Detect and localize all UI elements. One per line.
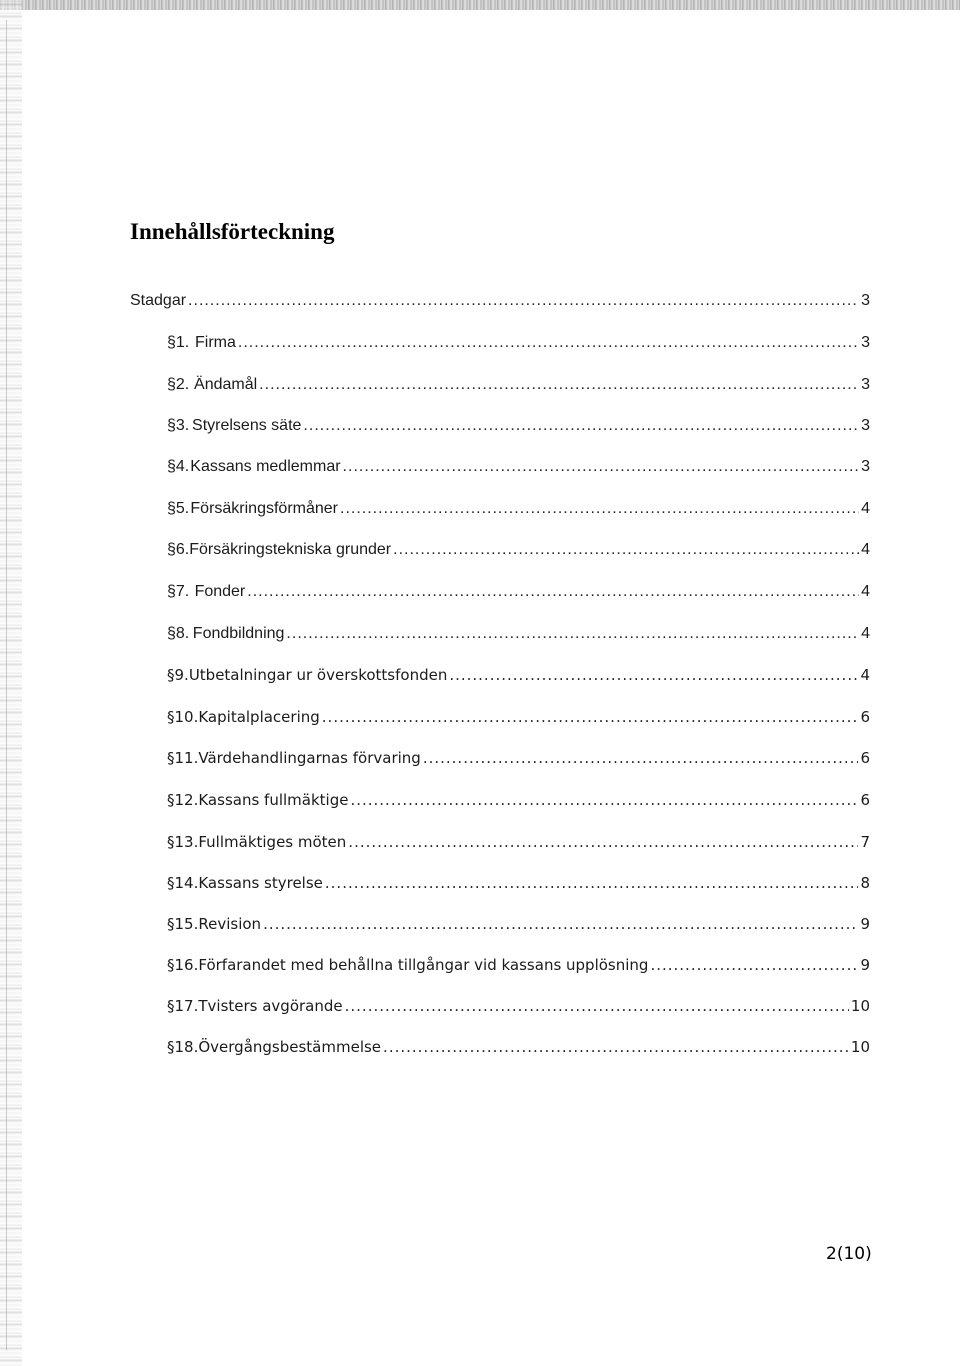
toc-entry-page: 3 <box>861 292 870 309</box>
toc-entry-page: 9 <box>860 956 870 974</box>
toc-entry-page: 4 <box>861 583 870 600</box>
toc-leader-dots <box>325 874 859 892</box>
toc-entry-label: Övergångsbestämmelse <box>198 1038 382 1056</box>
toc-entry-number: §2. <box>167 376 190 393</box>
toc-entry-page: 9 <box>860 915 870 933</box>
toc-entry-label: Stadgar <box>130 292 187 309</box>
toc-entry-label: Fullmäktiges möten <box>198 833 347 851</box>
toc-entry-page: 3 <box>861 417 870 434</box>
toc-entry-stadgar[interactable] <box>130 292 870 318</box>
toc-leader-dots <box>423 749 859 767</box>
toc-entry[interactable] <box>130 500 870 526</box>
toc-leader-dots <box>263 915 858 933</box>
toc-entry[interactable] <box>130 915 870 941</box>
toc-entry-page: 4 <box>861 625 870 642</box>
scan-edge-line <box>6 20 7 1350</box>
toc-entry-number: §9. <box>167 666 189 684</box>
toc-entry-page: 4 <box>861 541 870 558</box>
toc-leader-dots <box>383 1038 849 1056</box>
toc-entry[interactable] <box>130 625 870 651</box>
toc-entry-number: §6. <box>167 541 190 558</box>
toc-entry-number: §8. <box>167 625 190 642</box>
toc-entry-label: Kassans medlemmar <box>190 458 341 475</box>
toc-entry-page: 4 <box>861 500 870 517</box>
toc-entry-label: Värdehandlingarnas förvaring <box>198 749 421 767</box>
toc-entry-label: Kassans fullmäktige <box>198 791 349 809</box>
toc-leader-dots <box>348 833 858 851</box>
toc-entry-label: Kapitalplacering <box>198 708 320 726</box>
toc-entry-number: §12. <box>167 791 199 809</box>
toc-entry-label: Utbetalningar ur överskottsfonden <box>188 666 448 684</box>
toc-leader-dots <box>345 997 849 1015</box>
toc-entry-label: Revision <box>198 915 262 933</box>
toc-entry-number: §1. <box>167 334 190 351</box>
toc-entry[interactable] <box>130 708 870 734</box>
toc-leader-dots <box>247 583 859 601</box>
toc-entry[interactable] <box>130 417 870 443</box>
toc-leader-dots <box>393 541 859 559</box>
toc-entry-number: §11. <box>167 749 199 767</box>
toc-leader-dots <box>188 292 859 310</box>
toc-entry[interactable] <box>130 666 870 692</box>
page-number: 2(10) <box>826 1244 872 1264</box>
toc-entry-number: §13. <box>167 833 199 851</box>
toc-leader-dots <box>259 376 859 394</box>
toc-entry-number: §15. <box>167 915 199 933</box>
toc-leader-dots <box>350 791 858 809</box>
toc-entry[interactable] <box>130 376 870 402</box>
toc-entry-page: 6 <box>860 749 870 767</box>
toc-entry-label: Försäkringsförmåner <box>190 500 338 517</box>
toc-entry-label: Fonder <box>194 583 246 600</box>
toc-entry-label: Styrelsens säte <box>192 417 302 434</box>
toc-entry-label: Kassans styrelse <box>198 874 323 892</box>
toc-entry[interactable] <box>130 1038 870 1064</box>
toc-entry-page: 7 <box>860 833 870 851</box>
toc-leader-dots <box>650 956 858 974</box>
toc-entry[interactable] <box>130 749 870 775</box>
toc-entry[interactable] <box>130 997 870 1023</box>
toc-entry-number: §17. <box>167 997 199 1015</box>
toc-entry-number: §4. <box>167 458 190 475</box>
toc-entry-page: 10 <box>850 1038 870 1056</box>
toc-leader-dots <box>238 334 859 352</box>
toc-entry[interactable] <box>130 458 870 484</box>
toc-leader-dots <box>343 458 860 476</box>
toc-entry-label: Förfarandet med behållna tillgångar vid kassans upplösning <box>198 956 649 974</box>
toc-entry-number: §5. <box>167 500 190 517</box>
toc-entry-label: Försäkringstekniska grunder <box>189 541 392 558</box>
toc-entry-number: §18. <box>167 1038 199 1056</box>
toc-leader-dots <box>340 500 859 518</box>
scan-edge-left <box>0 0 22 1366</box>
toc-entry-number: §7. <box>167 583 190 600</box>
toc-leader-dots <box>322 708 859 726</box>
toc-entry[interactable] <box>130 583 870 609</box>
page-title: Innehållsförteckning <box>130 219 335 244</box>
toc-entry[interactable] <box>130 956 870 982</box>
toc-entry-page: 4 <box>860 666 870 684</box>
toc-entry-page: 6 <box>860 791 870 809</box>
toc-entry[interactable] <box>130 334 870 360</box>
toc-entry[interactable] <box>130 874 870 900</box>
scan-edge-top <box>0 0 960 10</box>
toc-entry-label: Firma <box>194 334 236 351</box>
toc-entry-page: 10 <box>850 997 870 1015</box>
toc-entry-page: 8 <box>860 874 870 892</box>
toc-entry-number: §14. <box>167 874 199 892</box>
toc-entry-label: Tvisters avgörande <box>198 997 343 1015</box>
toc-leader-dots <box>449 666 858 684</box>
toc-entry-number: §10. <box>167 708 199 726</box>
toc-entry-label: Fondbildning <box>192 625 285 642</box>
toc-leader-dots <box>286 625 859 643</box>
toc-entry-page: 3 <box>861 458 870 475</box>
toc-entry-number: §16. <box>167 956 199 974</box>
toc-entry-page: 6 <box>860 708 870 726</box>
toc-leader-dots <box>303 417 859 435</box>
toc-entry-label: Ändamål <box>194 376 258 393</box>
toc-entry-page: 3 <box>861 334 870 351</box>
toc-entry[interactable] <box>130 541 870 567</box>
toc-entry-page: 3 <box>861 376 870 393</box>
toc-entry[interactable] <box>130 833 870 859</box>
toc-entry[interactable] <box>130 791 870 817</box>
toc-entry-number: §3. <box>167 417 190 434</box>
